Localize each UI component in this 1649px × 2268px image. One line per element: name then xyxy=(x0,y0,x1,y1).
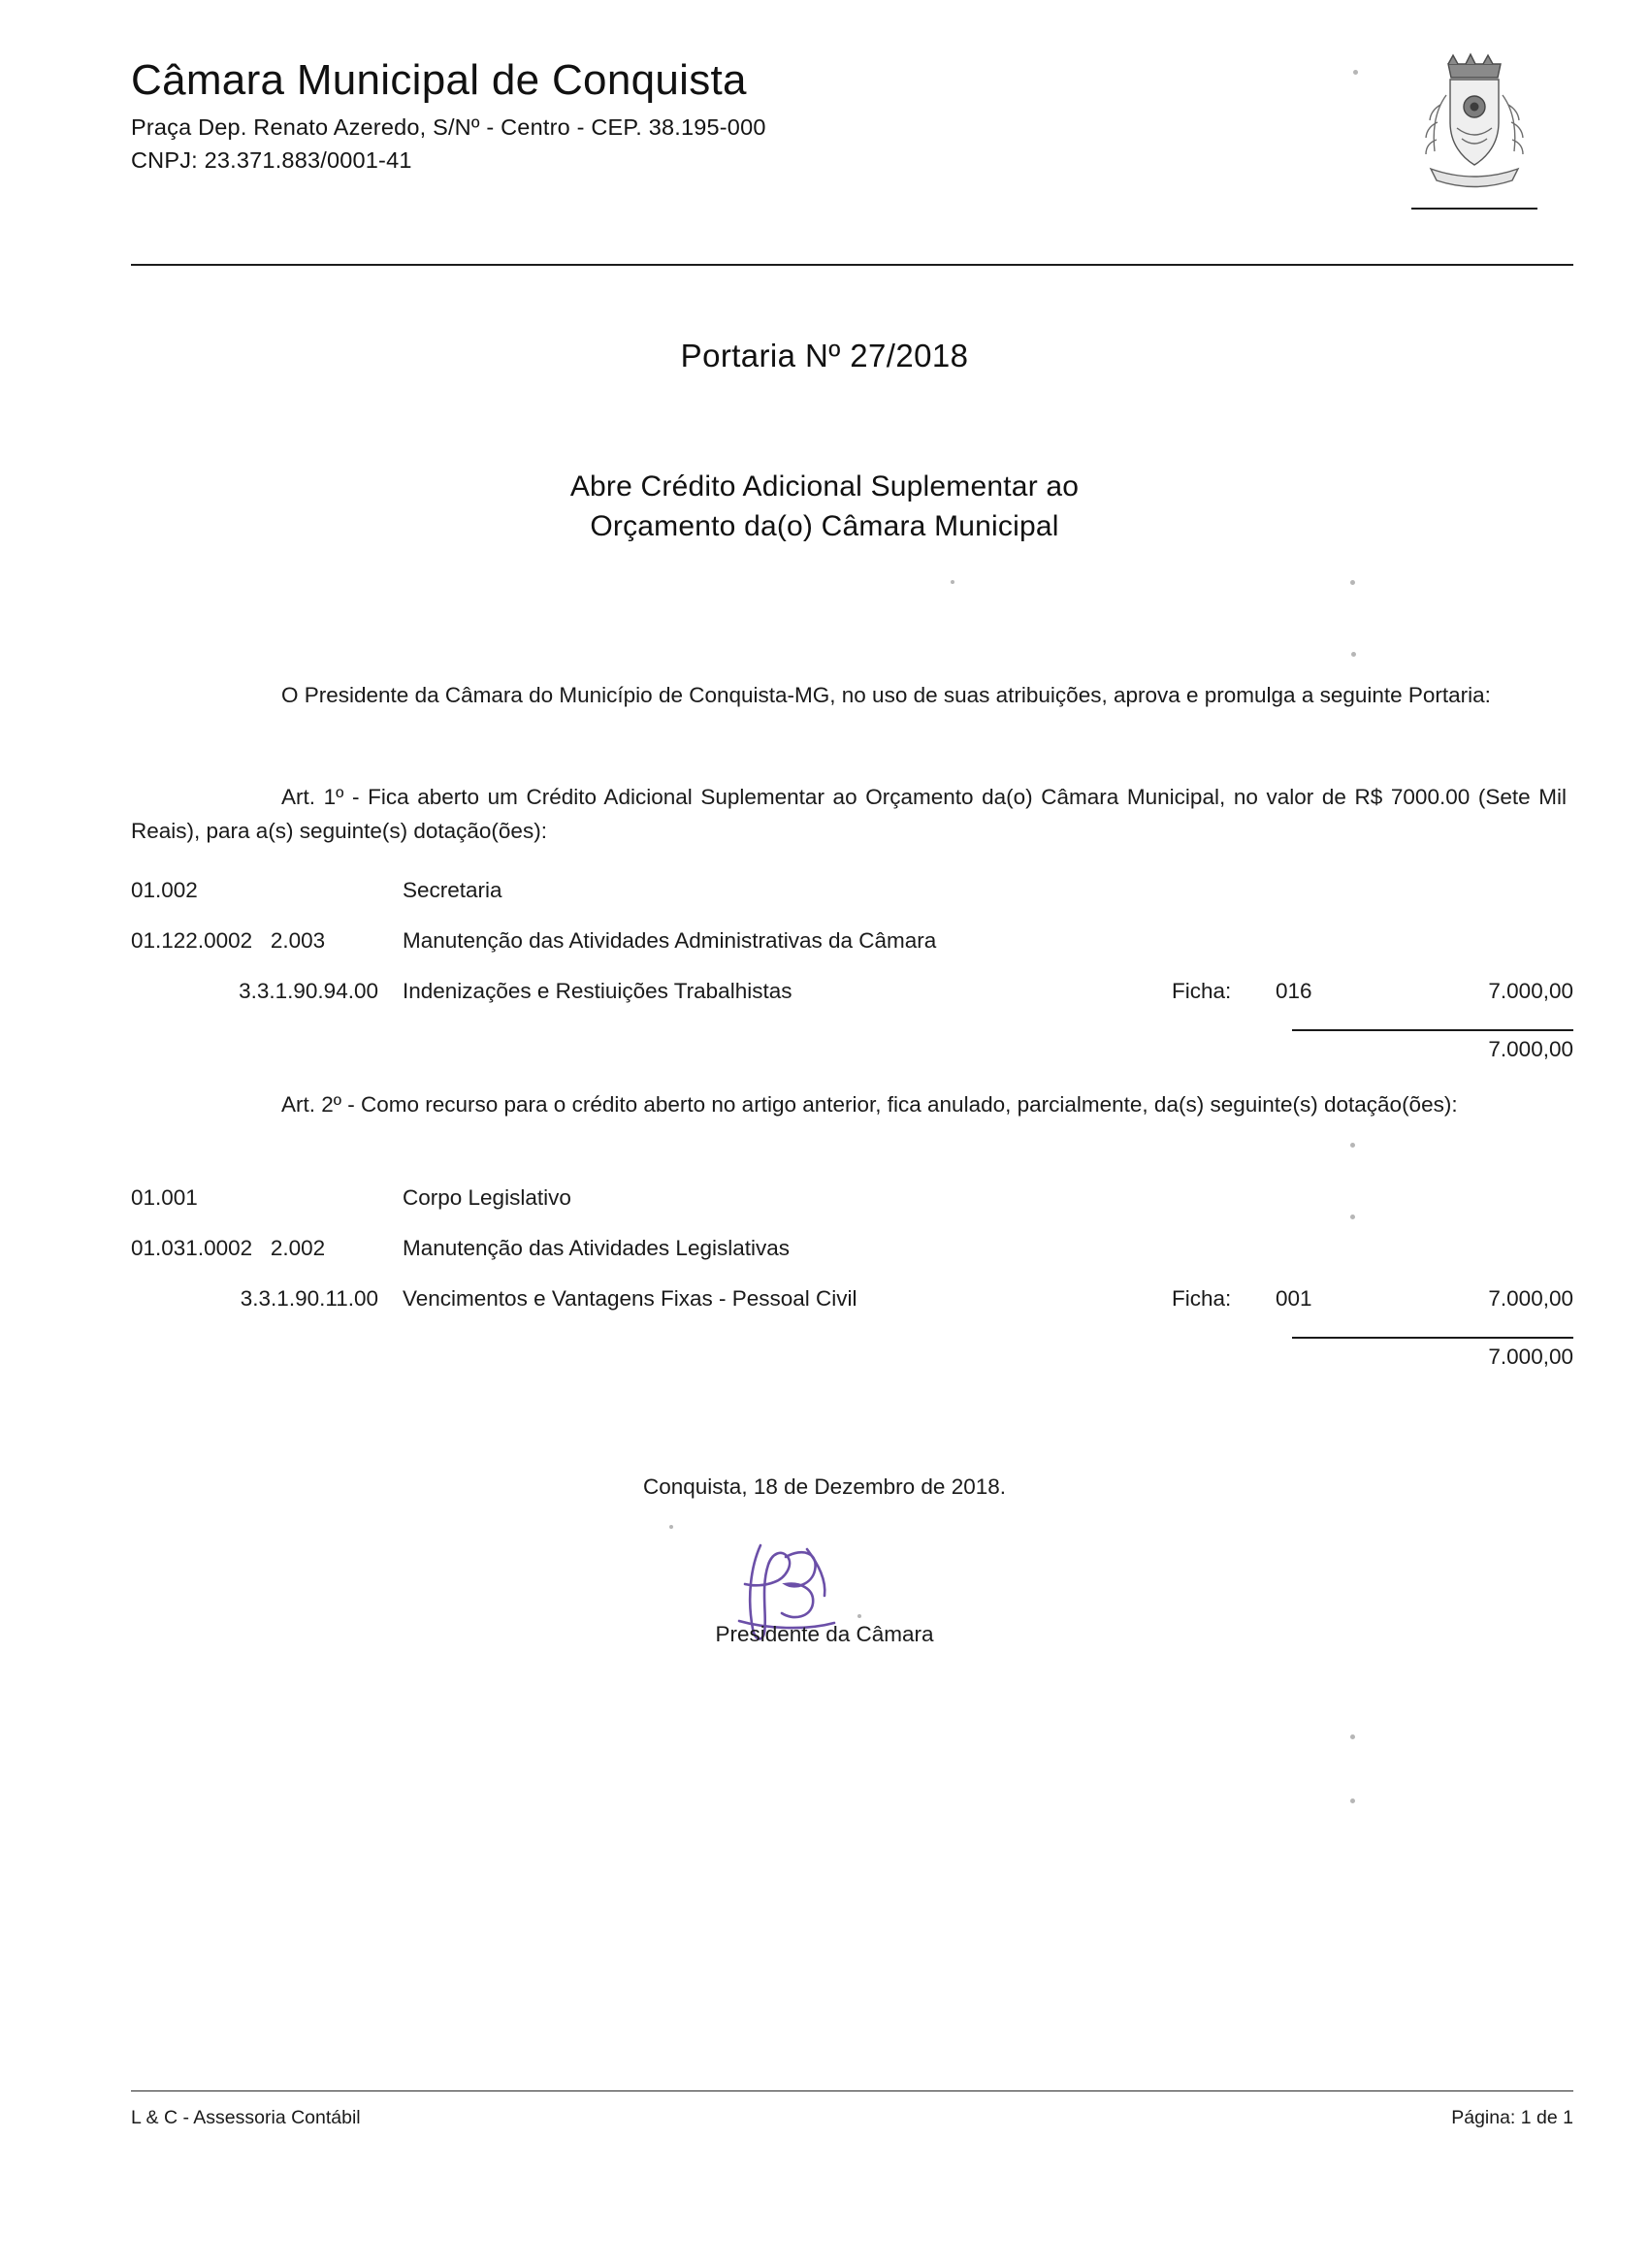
article-2-paragraph xyxy=(131,1088,1567,1122)
scan-artifact xyxy=(1350,580,1355,585)
table-row xyxy=(131,1236,1573,1286)
credit-ficha-number: 016 xyxy=(1276,979,1312,1003)
source-element-code: 3.3.1.90.11.00 xyxy=(240,1286,378,1311)
source-amount: 7.000,00 xyxy=(1488,1286,1573,1311)
credit-unit-name: Secretaria xyxy=(403,878,502,902)
document-number: Portaria Nº 27/2018 xyxy=(680,338,969,373)
credit-total-row xyxy=(131,1029,1573,1074)
credit-amount: 7.000,00 xyxy=(1488,979,1573,1003)
organization-address: Praça Dep. Renato Azeredo, S/Nº - Centro - CEP. 38.195-000 xyxy=(131,114,766,140)
source-ficha-number: 001 xyxy=(1276,1286,1312,1311)
credit-unit-code: 01.002 xyxy=(131,878,198,902)
table-row xyxy=(131,979,1573,1029)
credit-dotation-block xyxy=(131,878,1573,1074)
footer-page-number: Página: 1 de 1 xyxy=(1451,2107,1573,2128)
document-subject-line1: Abre Crédito Adicional Suplementar ao xyxy=(569,470,1080,502)
table-row xyxy=(131,1286,1573,1337)
credit-program-code: 01.122.0002 2.003 xyxy=(131,928,326,953)
organization-title: Câmara Municipal de Conquista xyxy=(131,56,747,104)
scan-artifact xyxy=(1350,1143,1355,1148)
scan-artifact xyxy=(857,1614,861,1618)
source-ficha-label: Ficha: xyxy=(1172,1286,1232,1311)
footer-left-text: L & C - Assessoria Contábil xyxy=(131,2107,361,2128)
credit-element-name: Indenizações e Restiuições Trabalhistas xyxy=(403,979,792,1003)
article-1-paragraph xyxy=(131,781,1567,849)
document-subject xyxy=(0,468,1649,546)
document-subject-line2: Orçamento da(o) Câmara Municipal xyxy=(590,509,1059,542)
source-dotation-block xyxy=(131,1185,1573,1381)
scan-artifact xyxy=(1350,1215,1355,1219)
credit-program-name: Manutenção das Atividades Administrativas da Câmara xyxy=(403,928,937,953)
source-element-name: Vencimentos e Vantagens Fixas - Pessoal Civil xyxy=(403,1286,857,1311)
source-unit-code: 01.001 xyxy=(131,1185,198,1210)
scan-artifact xyxy=(951,580,954,584)
credit-ficha-label: Ficha: xyxy=(1172,979,1232,1003)
article-1-text: Art. 1º - Fica aberto um Crédito Adicional Suplementar ao Orçamento da(o) Câmara Municipal, no valor de R$ 7000.00 (Sete Mil Reais), para a(s) seguinte(s) dotação(ões): xyxy=(131,785,1567,843)
table-row xyxy=(131,1185,1573,1236)
coat-of-arms-icon xyxy=(1411,47,1537,255)
preamble-paragraph xyxy=(131,679,1567,713)
header-divider xyxy=(131,264,1573,266)
preamble-text: O Presidente da Câmara do Município de Conquista-MG, no uso de suas atribuições, aprova e promulga a seguinte Portaria: xyxy=(281,683,1491,707)
scan-artifact xyxy=(669,1525,673,1529)
table-row xyxy=(131,928,1573,979)
source-total: 7.000,00 xyxy=(1488,1345,1573,1369)
source-unit-name: Corpo Legislativo xyxy=(403,1185,571,1210)
credit-total: 7.000,00 xyxy=(1488,1037,1573,1061)
signature-title: Presidente da Câmara xyxy=(715,1622,934,1646)
table-row xyxy=(131,878,1573,928)
organization-cnpj: CNPJ: 23.371.883/0001-41 xyxy=(131,147,412,173)
scan-artifact xyxy=(1353,70,1358,75)
scan-artifact xyxy=(1350,1734,1355,1739)
footer-divider xyxy=(131,2090,1573,2091)
signature-place-date: Conquista, 18 de Dezembro de 2018. xyxy=(643,1474,1006,1499)
document-header xyxy=(131,56,1576,180)
source-program-name: Manutenção das Atividades Legislativas xyxy=(403,1236,791,1260)
scan-artifact xyxy=(1350,1798,1355,1803)
credit-element-code: 3.3.1.90.94.00 xyxy=(239,979,378,1003)
source-program-code: 01.031.0002 2.002 xyxy=(131,1236,326,1260)
source-total-row xyxy=(131,1337,1573,1381)
article-2-text: Art. 2º - Como recurso para o crédito aberto no artigo anterior, fica anulado, parcialmente, da(s) seguinte(s) dotação(ões): xyxy=(281,1092,1458,1117)
scan-artifact xyxy=(1351,652,1356,657)
